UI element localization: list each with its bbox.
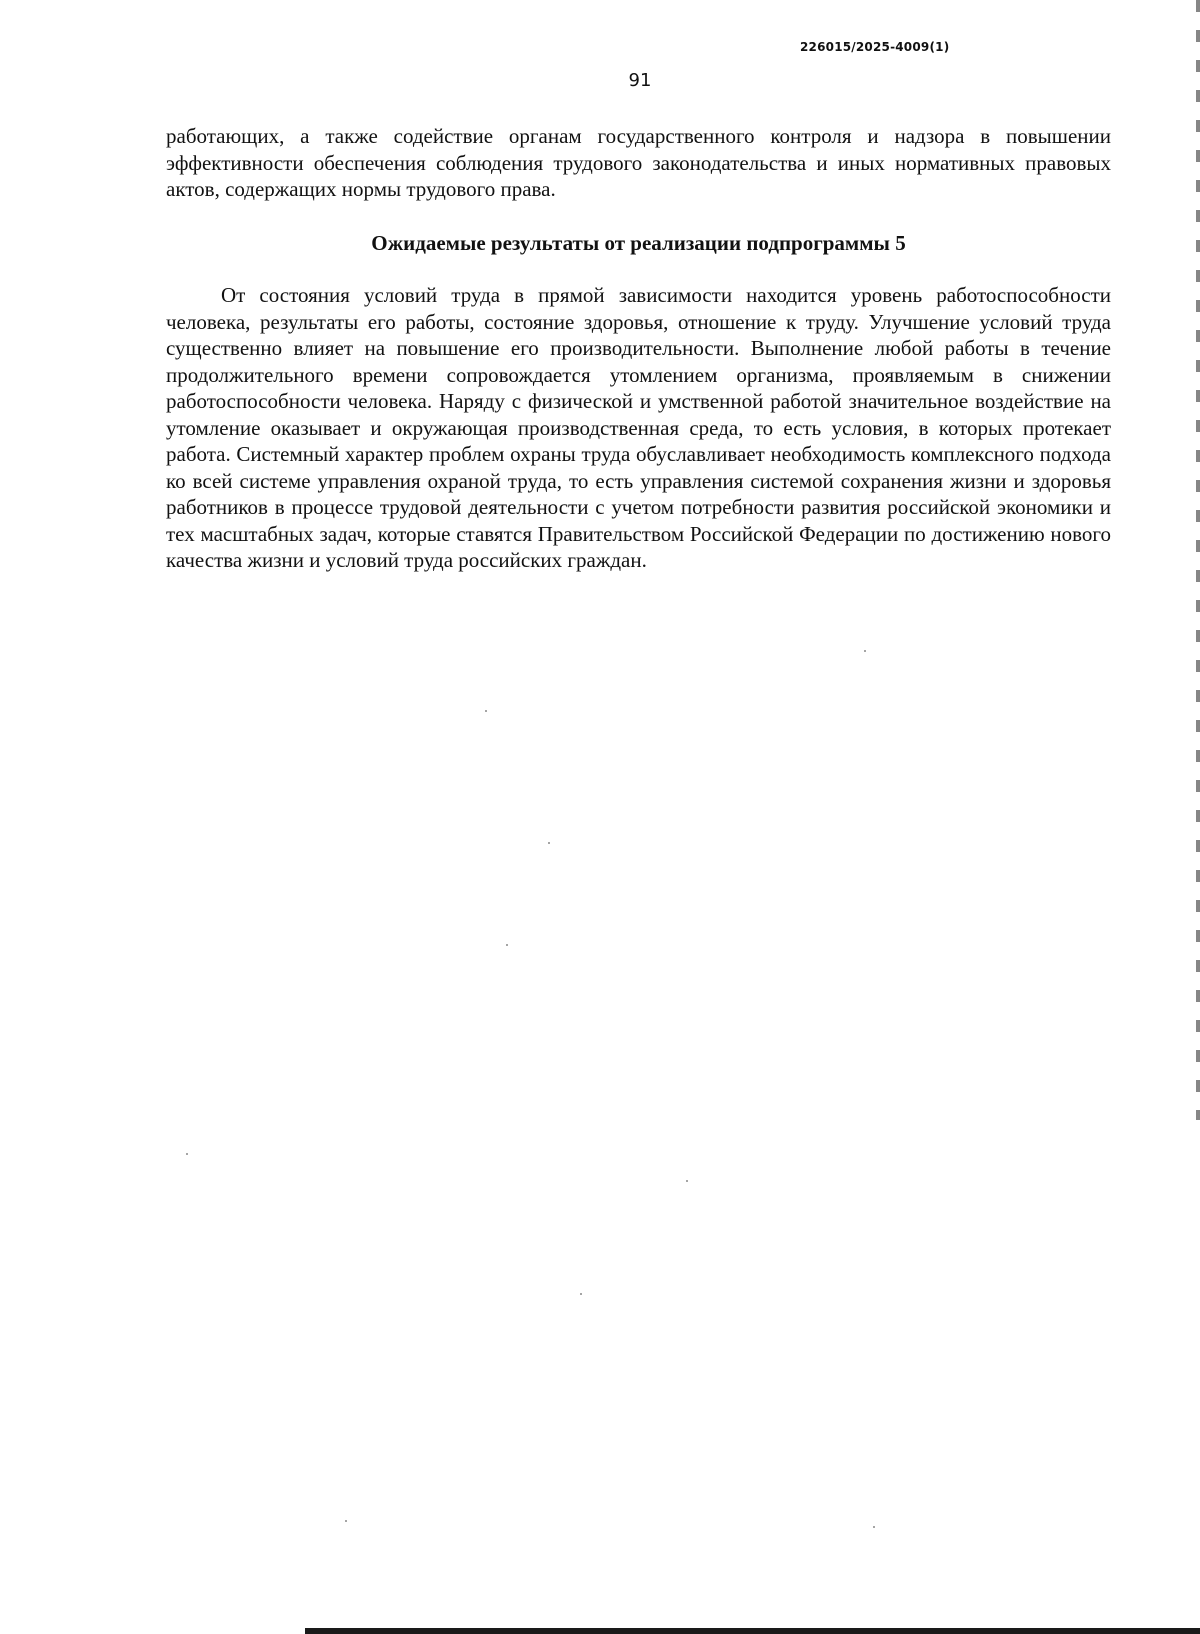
scan-speck — [548, 842, 550, 844]
scan-speck — [686, 1180, 688, 1182]
scan-speck — [186, 1153, 188, 1155]
scan-speck — [485, 710, 487, 712]
scan-speck — [864, 650, 866, 652]
section-heading: Ожидаемые результаты от реализации подпрограммы 5 — [371, 231, 906, 255]
scan-speck — [580, 1293, 582, 1295]
scan-speck — [506, 944, 508, 946]
intro-paragraph: работающих, а также содействие органам государственного контроля и надзора в повышении эффективности обеспечения соблюдения трудового законодательства и иных нормативных правовых актов, содержащих нормы трудового права. — [166, 124, 1111, 201]
scan-edge-marks — [1196, 0, 1200, 1120]
body-paragraph: От состояния условий труда в прямой зависимости находится уровень работоспособности человека, результаты его работы, состояние здоровья, отношение к труду. Улучшение условий труда существенно влияет на повышение его производительности. Выполнение любой работы в течение продолжительного времени сопровождается утомлением организма, проявляемым в снижении работоспособности человека. Наряду с физической и умственной работой значительное воздействие на утомление оказывает и окружающая производственная среда, то есть условия, в которых протекает работа. Системный характер проблем охраны труда обуславливает необходимость комплексного подхода ко всей системе управления охраной труда, то есть управления системой сохранения жизни и здоровья работников в процессе трудовой деятельности с учетом потребности развития российской экономики и тех масштабных задач, которые ставятся Правительством Российской Федерации по достижению нового качества жизни и условий труда российских граждан. — [166, 283, 1111, 572]
page-number: 91 — [628, 70, 652, 91]
scan-speck — [873, 1526, 875, 1528]
scan-bottom-edge — [305, 1628, 1200, 1634]
scan-speck — [345, 1520, 347, 1522]
document-id: 226015/2025-4009(1) — [800, 40, 950, 54]
